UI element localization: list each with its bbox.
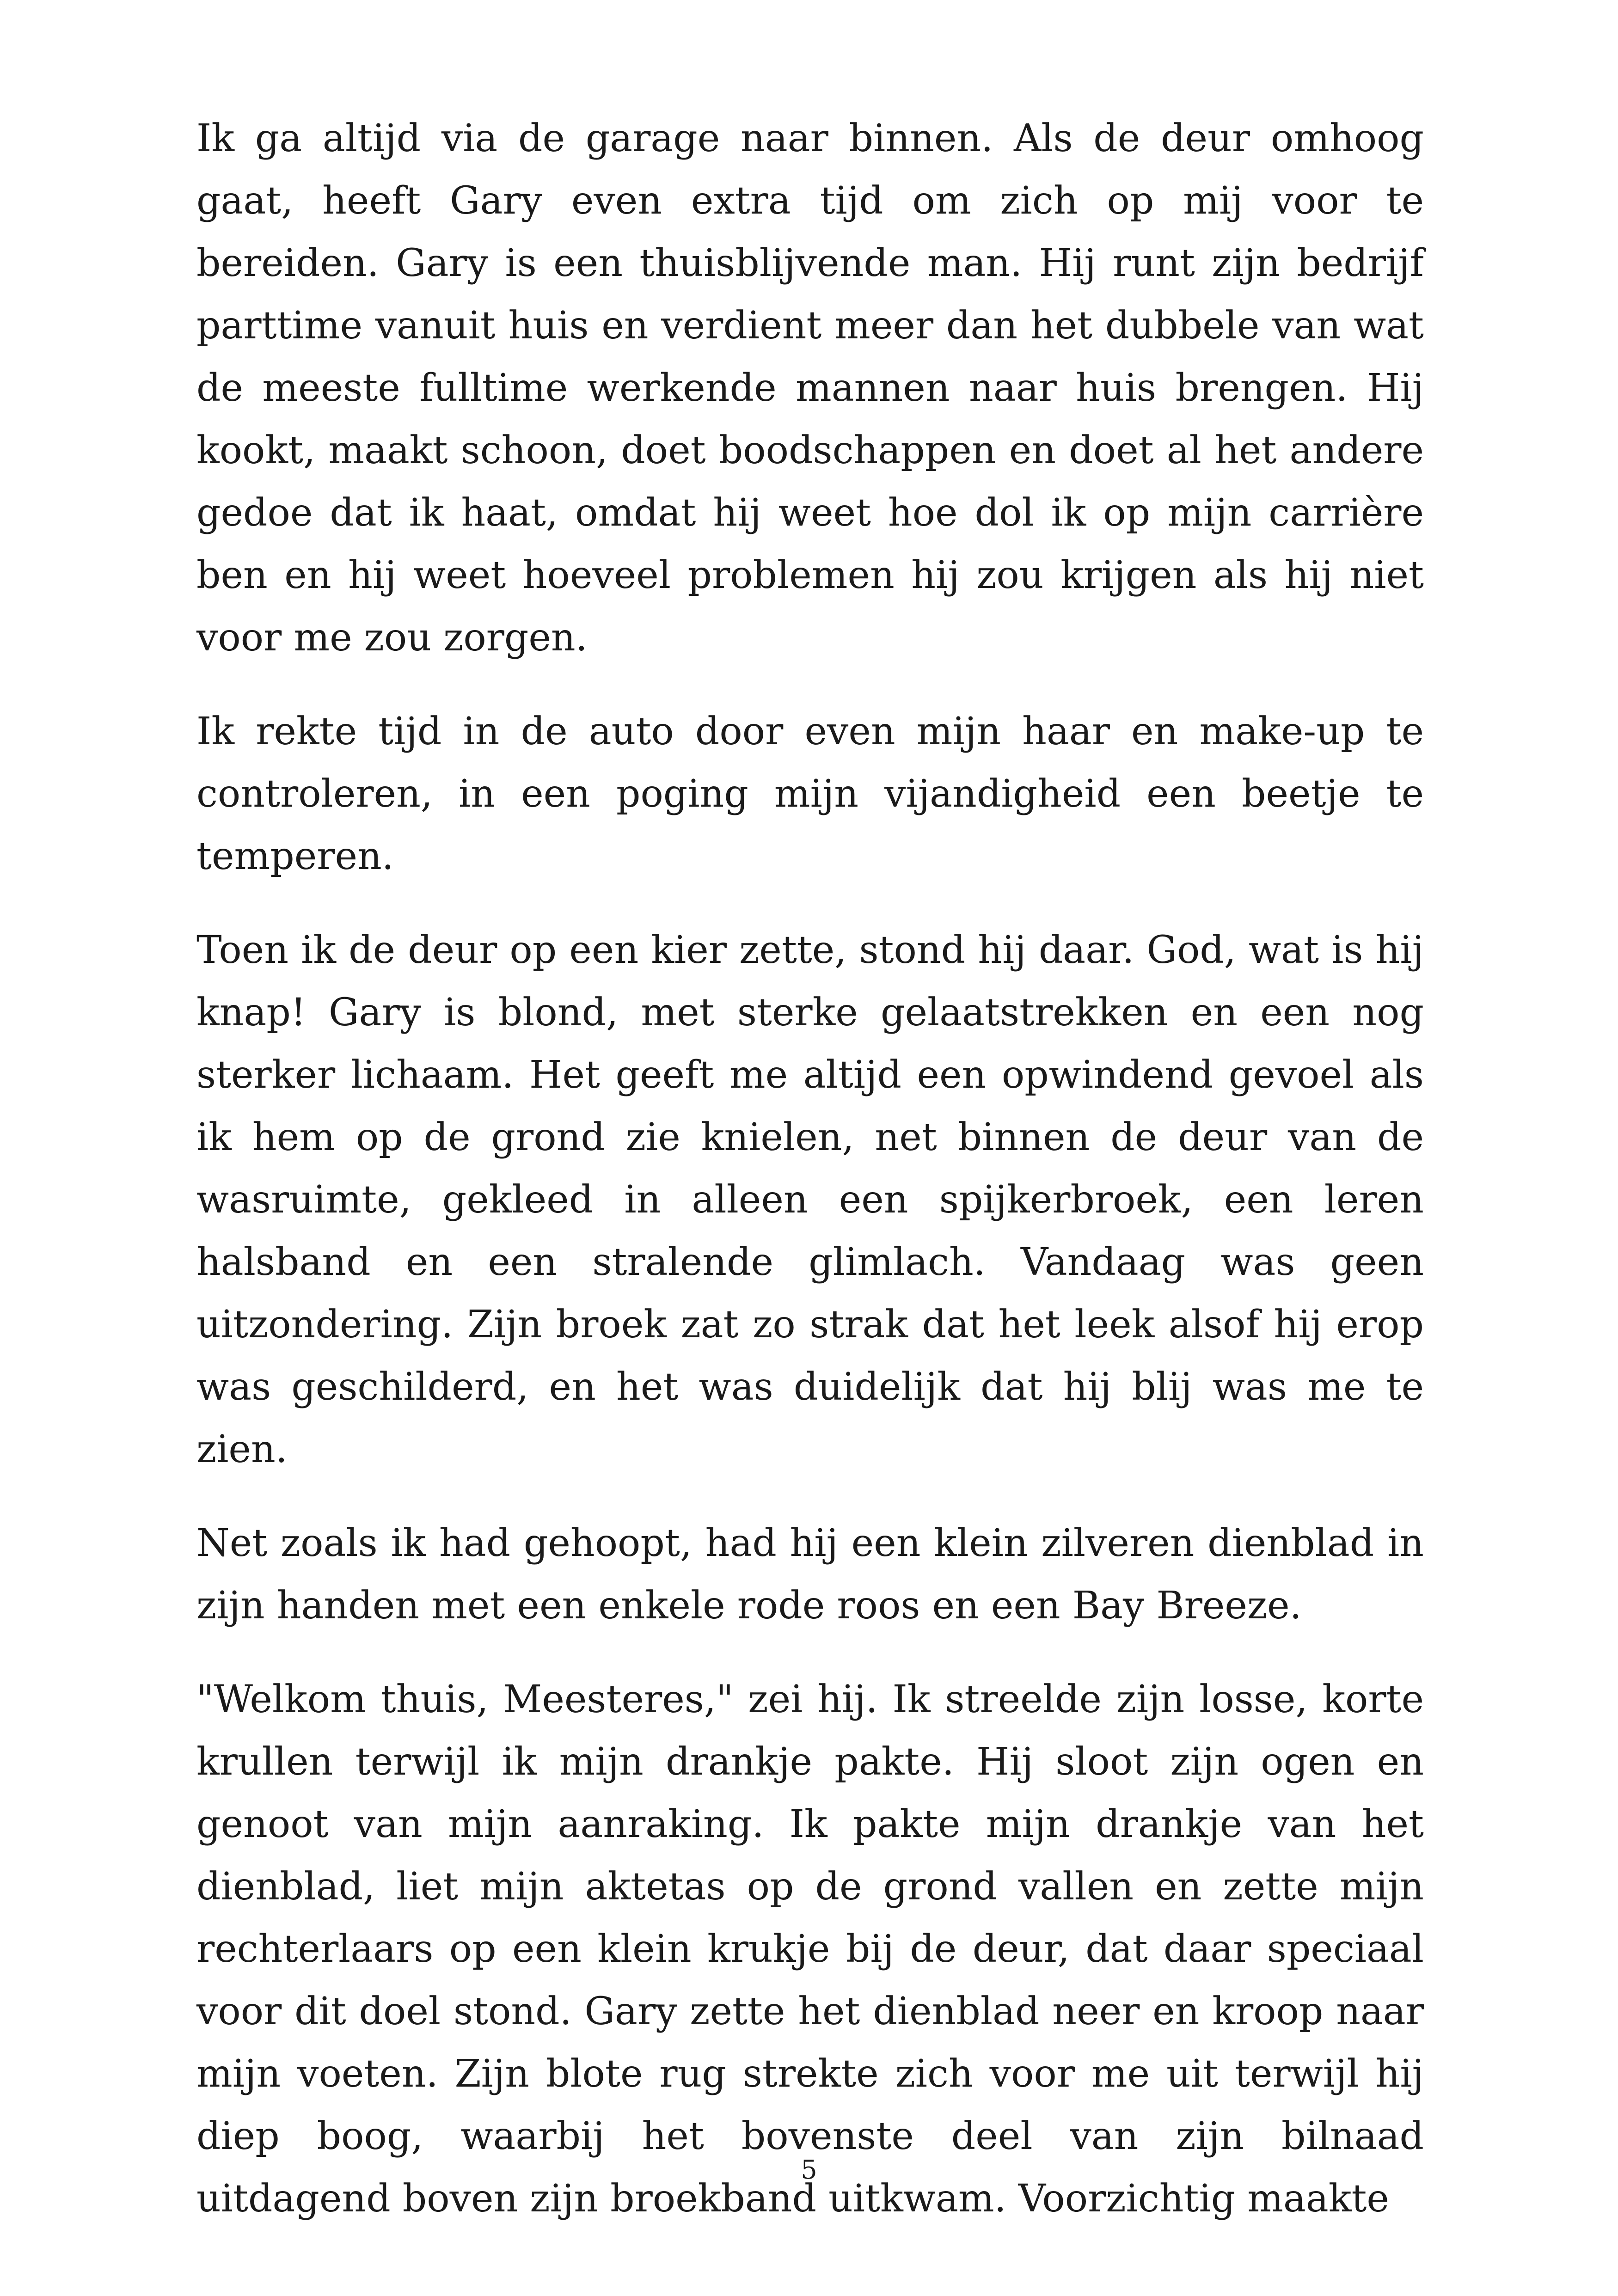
paragraph-3: Toen ik de deur op een kier zette, stond hij daar. God, wat is hij knap! Gary is blond, met sterke gelaatstrekken en een nog sterker lichaam. Het geeft me altijd een opwindend gevoel als ik hem op de grond zie knielen, net binnen de deur van de wasruimte, gekleed in alleen een spijkerbroek, een leren halsband en een stralende glimlach. Vandaag was geen uitzondering. Zijn broek zat zo strak dat het leek alsof hij erop was geschilderd, en het was duidelijk dat hij blij was me te zien.: [196, 928, 1424, 1471]
paragraph-2: Ik rekte tijd in de auto door even mijn haar en make-up te controleren, in een poging mijn vijandigheid een beetje te temperen.: [196, 710, 1424, 878]
paragraph-5: "Welkom thuis, Meesteres," zei hij. Ik streelde zijn losse, korte krullen terwijl ik mijn drankje pakte. Hij sloot zijn ogen en genoot van mijn aanraking. Ik pakte mijn drankje van het dienblad, liet mijn aktetas op de grond vallen en zette mijn rechterlaars op een klein krukje bij de deur, dat daar speciaal voor dit doel stond. Gary zette het dienblad neer en kroop naar mijn voeten. Zijn blote rug strekte zich voor me uit terwijl hij diep boog, waarbij het bovenste deel van zijn bilnaad uitdagend boven zijn broekband uitkwam. Voorzichtig maakte: [196, 1678, 1424, 2221]
page-number: 5: [801, 2155, 817, 2185]
body-text: [196, 107, 1424, 2230]
paragraph-4: Net zoals ik had gehoopt, had hij een klein zilveren dienblad in zijn handen met een enkele rode roos en een Bay Breeze.: [196, 1521, 1424, 1628]
paragraph-1: Ik ga altijd via de garage naar binnen. Als de deur omhoog gaat, heeft Gary even extra tijd om zich op mij voor te bereiden. Gary is een thuisblijvende man. Hij runt zijn bedrijf parttime vanuit huis en verdient meer dan het dubbele van wat de meeste fulltime werkende mannen naar huis brengen. Hij kookt, maakt schoon, doet boodschappen en doet al het andere gedoe dat ik haat, omdat hij weet hoe dol ik op mijn carrière ben en hij weet hoeveel problemen hij zou krijgen als hij niet voor me zou zorgen.: [196, 116, 1424, 660]
